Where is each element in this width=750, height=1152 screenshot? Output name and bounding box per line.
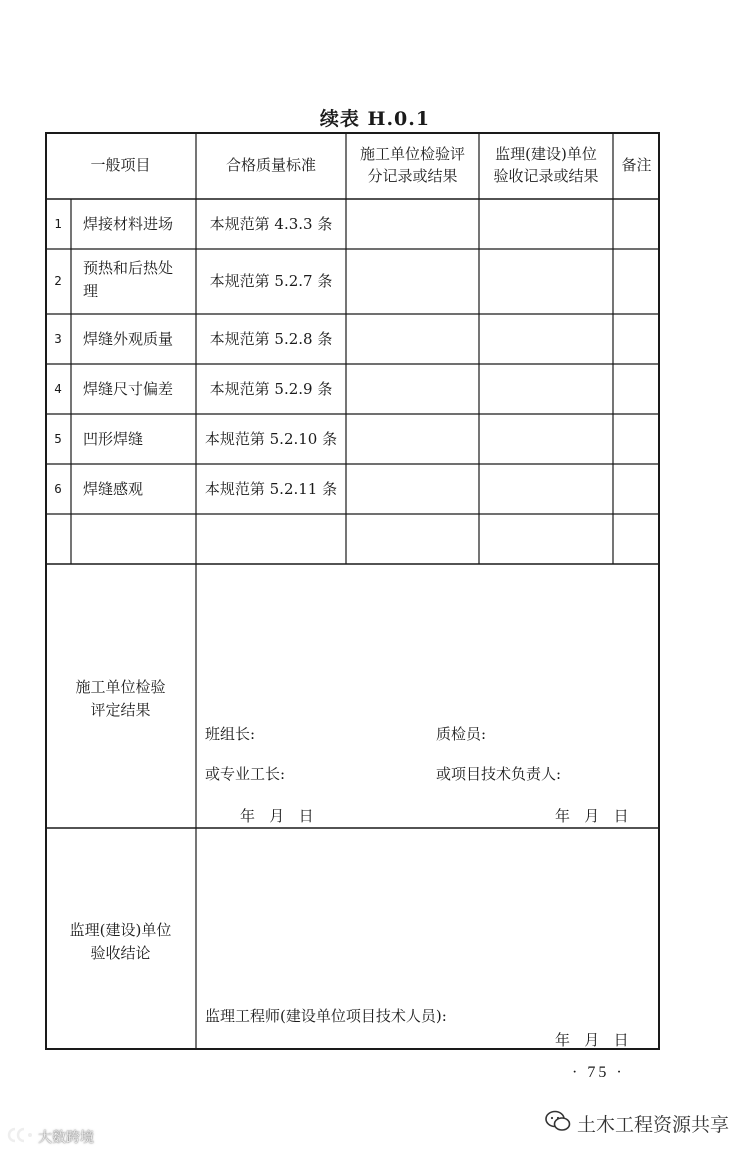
row-standard: 本规范第 4.3.3 条: [209, 215, 333, 233]
row-standard: 本规范第 5.2.11 条: [204, 480, 338, 498]
construction-eval-label-line1: 施工单位检验: [75, 678, 166, 696]
header-remark: 备注: [621, 156, 652, 174]
row-item: 凹形焊缝: [83, 430, 144, 448]
row-number: 3: [54, 331, 62, 346]
row-standard: 本规范第 5.2.10 条: [204, 430, 338, 448]
row-item: 焊缝外观质量: [83, 330, 174, 348]
header-standard: 合格质量标准: [225, 156, 316, 174]
header-construction-eval-line2: 分记录或结果: [367, 167, 458, 185]
page-number: · 75 ·: [572, 1064, 625, 1081]
supervising-engineer-label: 监理工程师(建设单位项目技术人员):: [205, 1007, 447, 1025]
date-left: 年 月 日: [240, 807, 314, 825]
watermark-left-text: 大数跨境: [38, 1130, 94, 1146]
row-number: 6: [54, 481, 62, 496]
watermark-right: [545, 1110, 729, 1137]
row-item: 焊接材料进场: [83, 215, 174, 233]
supervision-label-line1: 监理(建设)单位: [69, 921, 172, 939]
foreman-label: 或专业工长:: [205, 765, 286, 783]
tech-lead-label: 或项目技术负责人:: [436, 765, 562, 783]
supervision-date: 年 月 日: [555, 1031, 629, 1049]
row-number: 1: [54, 216, 62, 231]
row-standard: 本规范第 5.2.9 条: [209, 380, 333, 398]
date-right: 年 月 日: [555, 807, 629, 825]
inspector-label: 质检员:: [436, 725, 487, 743]
header-supervision-line2: 验收记录或结果: [493, 167, 599, 185]
inspection-table: [45, 132, 660, 1050]
row-item: 焊缝尺寸偏差: [83, 380, 174, 398]
header-construction-eval-line1: 施工单位检验评: [359, 145, 465, 163]
row-number: 4: [54, 381, 62, 396]
logo-icon: [6, 1126, 36, 1148]
header-supervision-line1: 监理(建设)单位: [495, 145, 597, 163]
watermark-left: [6, 1126, 94, 1148]
header-general-item: 一般项目: [90, 156, 151, 174]
page-title: 续表 H.0.1: [319, 108, 431, 130]
supervision-label-line2: 验收结论: [90, 944, 151, 962]
wechat-icon: [545, 1110, 571, 1137]
row-standard: 本规范第 5.2.7 条: [209, 272, 333, 290]
row-number: 2: [54, 273, 62, 288]
row-item: 预热和后热处: [83, 259, 174, 277]
team-leader-label: 班组长:: [205, 725, 256, 743]
row-standard: 本规范第 5.2.8 条: [209, 330, 333, 348]
row-number: 5: [54, 431, 62, 446]
watermark-right-text: 土木工程资源共享: [577, 1114, 730, 1136]
row-item: 焊缝感观: [83, 480, 144, 498]
construction-eval-label-line2: 评定结果: [90, 701, 151, 719]
row-item-continued: 理: [83, 282, 99, 300]
